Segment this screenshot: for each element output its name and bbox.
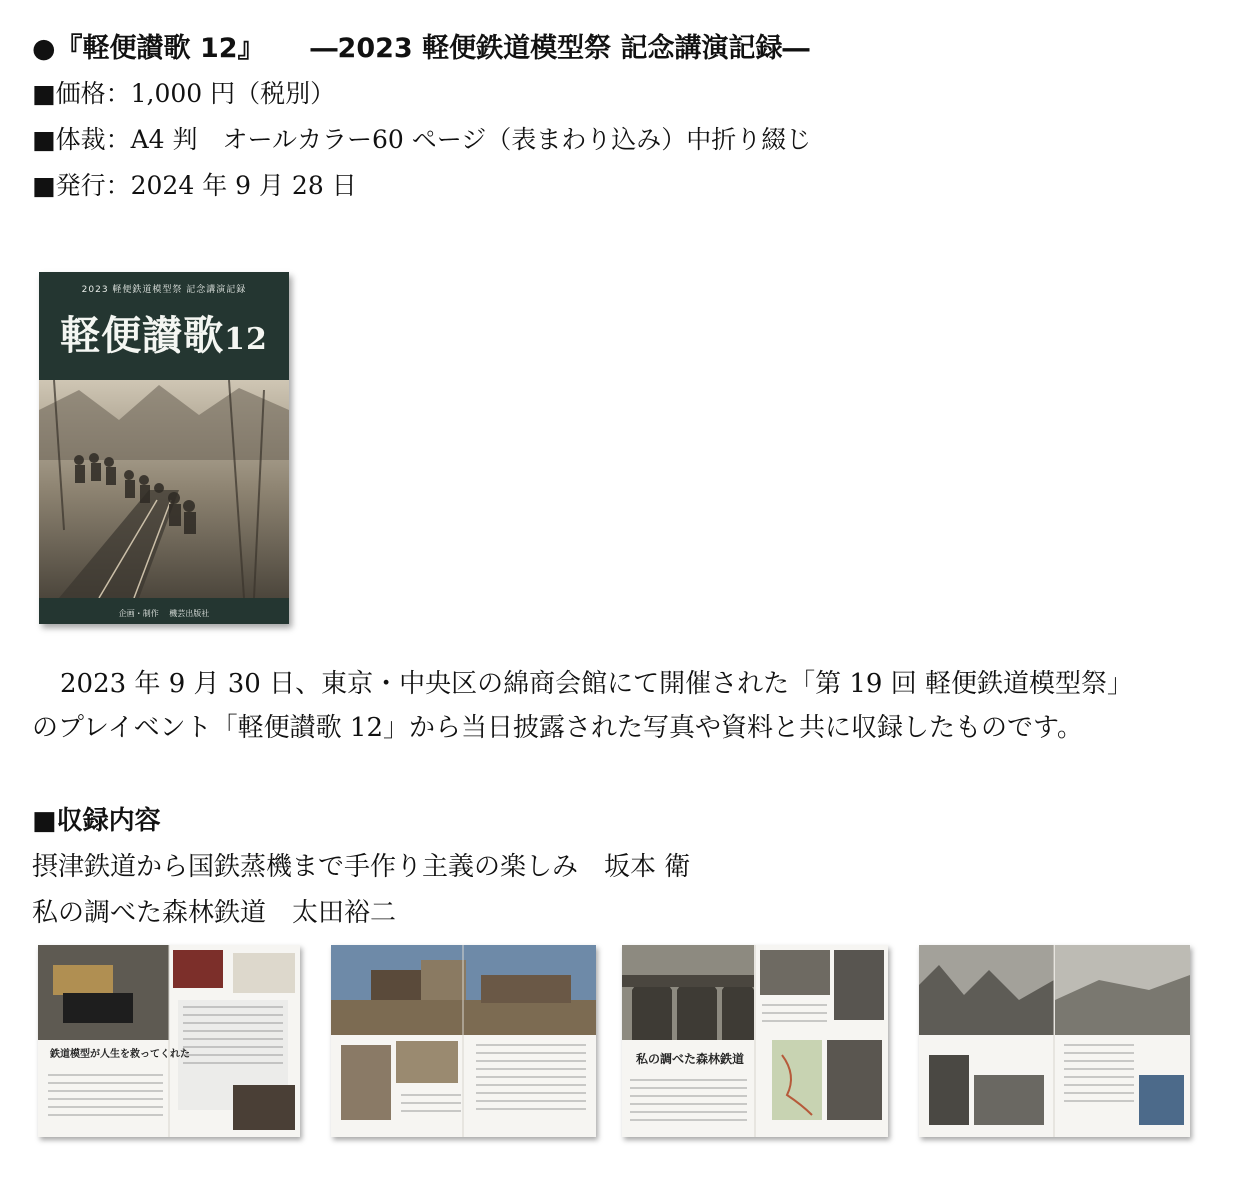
description-paragraph [32,662,1222,750]
contents-item-1: 摂津鉄道から国鉄蒸機まで手作り主義の楽しみ 坂本 衛 [32,852,691,882]
cover-title [39,304,289,361]
contents-heading: ■収録内容 [32,806,161,836]
sample-spread-1 [38,945,300,1137]
description-line-1: 2023 年 9 月 30 日、東京・中央区の綿商会館にて開催された「第 19 回 軽便鉄道模型祭」 [60,669,1133,699]
price-line: ■価格：1,000 円（税別） [32,79,336,108]
cover-publisher: 企画・制作 機芸出版社 [118,609,210,618]
sample-spread-3 [622,945,888,1137]
cover-subtitle: 2023 軽便鉄道模型祭 記念講演記録 [81,285,247,295]
sample-spread-4 [919,945,1190,1137]
book-title [32,26,810,65]
sample-spread-4-image [919,945,1190,1137]
book-title-subtitle: ―2023 軽便鉄道模型祭 記念講演記録― [310,33,810,64]
cover-photo [39,380,289,598]
publish-date-line: ■発行：2024 年 9 月 28 日 [32,171,357,200]
sample-spread-2-image [331,945,596,1137]
sample-spread-1-headline: 鉄道模型が人生を救ってくれた [50,1049,190,1060]
sample-spread-1-image [38,945,300,1137]
description-line-2: のプレイベント「軽便讃歌 12」から当日披露された写真や資料と共に収録したものです。 [32,713,1083,743]
book-title-name: ●『軽便讃歌 12』 [32,33,265,64]
sample-spread-3-headline: 私の調べた森林鉄道 [636,1052,745,1066]
book-cover [39,272,289,624]
cover-title-text: 軽便讃歌 [60,312,225,359]
format-line: ■体裁：A4 判 オールカラー60 ページ（表まわり込み）中折り綴じ [32,125,812,154]
sample-spread-3-image [622,945,888,1137]
sample-spread-2 [331,945,596,1137]
contents-item-2: 私の調べた森林鉄道 太田裕二 [32,898,397,928]
cover-title-number: 12 [224,322,268,357]
